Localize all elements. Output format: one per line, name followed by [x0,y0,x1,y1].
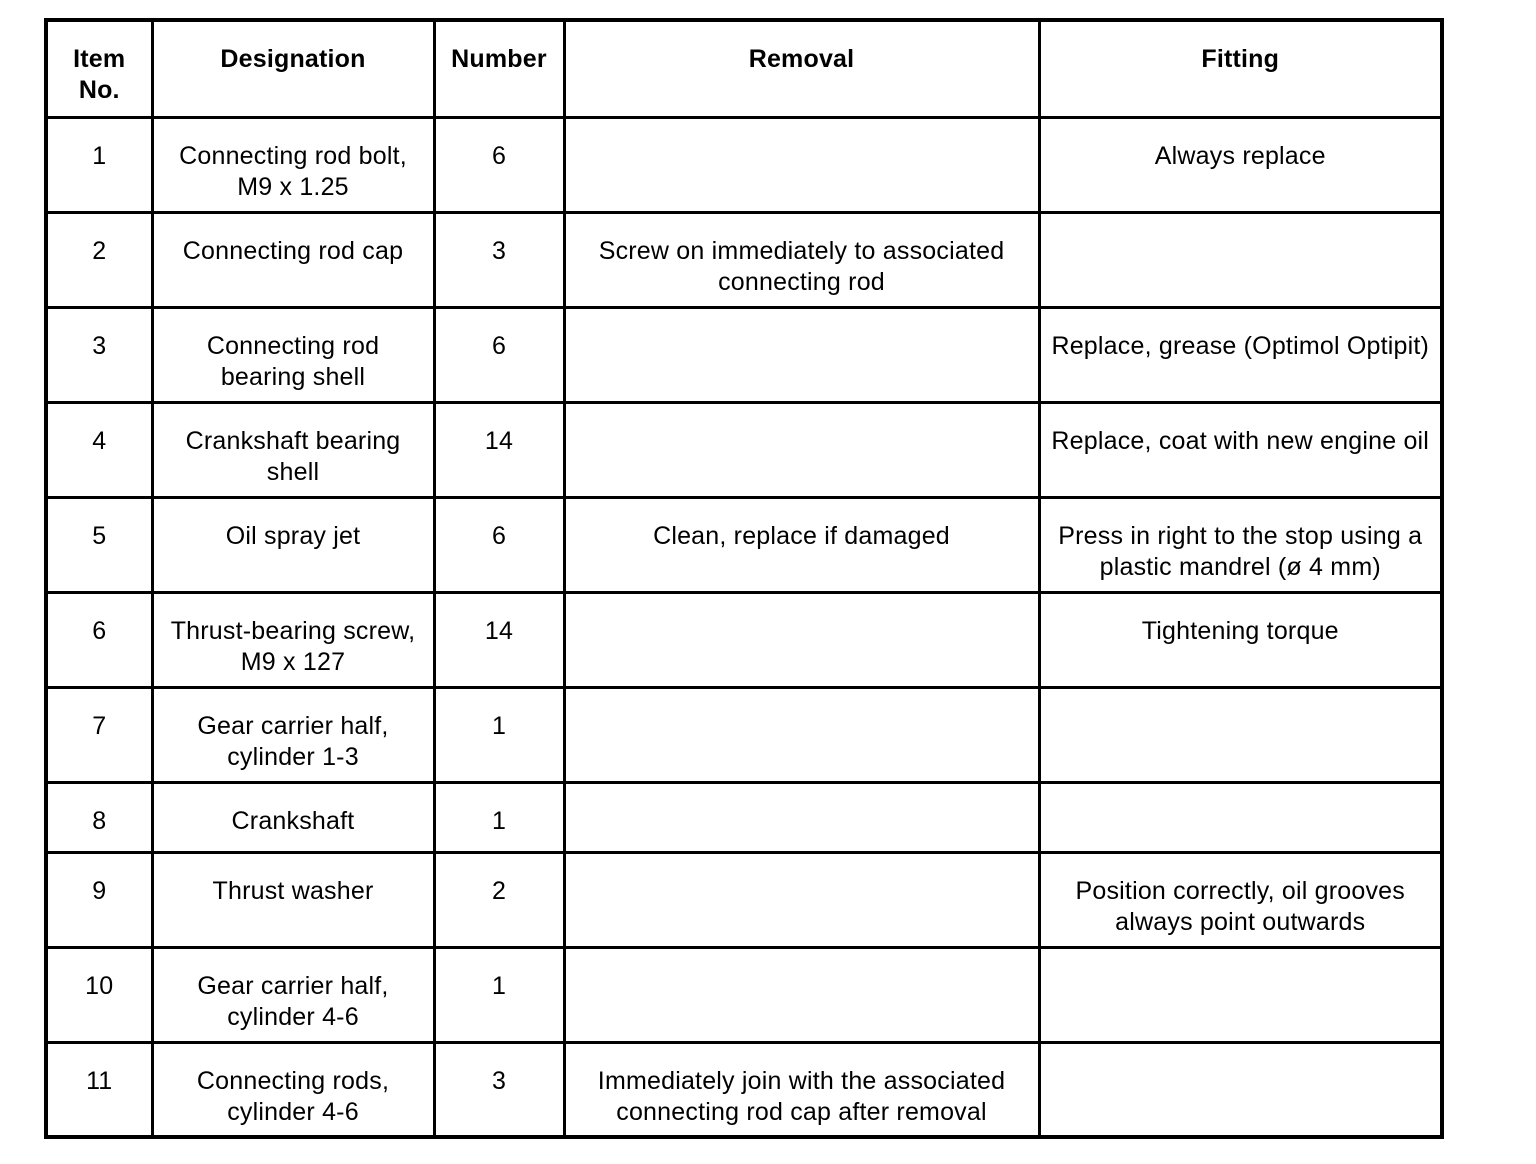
cell-fitting: Always replace [1039,117,1442,212]
cell-item: 6 [46,592,152,687]
table-row [46,852,1442,947]
cell-fitting [1039,947,1442,1042]
cell-item: 5 [46,497,152,592]
cell-removal [564,307,1039,402]
cell-removal [564,782,1039,852]
cell-removal [564,687,1039,782]
cell-number: 1 [434,687,564,782]
cell-fitting [1039,212,1442,307]
cell-number: 14 [434,402,564,497]
cell-removal [564,947,1039,1042]
cell-fitting: Tightening torque [1039,592,1442,687]
cell-removal [564,852,1039,947]
table-row [46,402,1442,497]
header-designation: Designation [152,20,434,117]
cell-number: 2 [434,852,564,947]
cell-removal: Clean, replace if damaged [564,497,1039,592]
table-row [46,117,1442,212]
cell-item: 8 [46,782,152,852]
cell-item: 11 [46,1042,152,1137]
cell-fitting [1039,687,1442,782]
cell-fitting: Replace, grease (Optimol Optipit) [1039,307,1442,402]
cell-number: 14 [434,592,564,687]
cell-removal: Screw on immediately to associated connecting rod [564,212,1039,307]
header-number: Number [434,20,564,117]
cell-removal [564,402,1039,497]
parts-table [44,18,1444,1139]
cell-designation: Oil spray jet [152,497,434,592]
header-fitting: Fitting [1039,20,1442,117]
cell-number: 1 [434,782,564,852]
cell-designation: Connecting rod bearing shell [152,307,434,402]
cell-designation: Thrust-bearing screw, M9 x 127 [152,592,434,687]
cell-number: 3 [434,1042,564,1137]
table-row [46,782,1442,852]
header-removal: Removal [564,20,1039,117]
table-row [46,592,1442,687]
cell-number: 1 [434,947,564,1042]
table-row [46,687,1442,782]
table-row [46,212,1442,307]
cell-fitting [1039,782,1442,852]
cell-fitting [1039,1042,1442,1137]
table-row [46,307,1442,402]
cell-fitting: Replace, coat with new engine oil [1039,402,1442,497]
cell-number: 6 [434,117,564,212]
table-row [46,497,1442,592]
cell-designation: Connecting rod cap [152,212,434,307]
cell-designation: Crankshaft bearing shell [152,402,434,497]
cell-fitting: Position correctly, oil grooves always point outwards [1039,852,1442,947]
table-header-row [46,20,1442,117]
cell-item: 1 [46,117,152,212]
cell-number: 6 [434,307,564,402]
cell-designation: Connecting rod bolt, M9 x 1.25 [152,117,434,212]
cell-fitting: Press in right to the stop using a plastic mandrel (ø 4 mm) [1039,497,1442,592]
cell-item: 4 [46,402,152,497]
table-row [46,1042,1442,1137]
cell-designation: Gear carrier half, cylinder 1-3 [152,687,434,782]
cell-removal: Immediately join with the associated connecting rod cap after removal [564,1042,1039,1137]
cell-removal [564,592,1039,687]
cell-designation: Gear carrier half, cylinder 4-6 [152,947,434,1042]
cell-removal [564,117,1039,212]
cell-item: 7 [46,687,152,782]
table-row [46,947,1442,1042]
cell-item: 9 [46,852,152,947]
cell-number: 3 [434,212,564,307]
cell-designation: Connecting rods, cylinder 4-6 [152,1042,434,1137]
cell-designation: Crankshaft [152,782,434,852]
cell-item: 3 [46,307,152,402]
cell-item: 2 [46,212,152,307]
cell-designation: Thrust washer [152,852,434,947]
header-item-no: Item No. [46,20,152,117]
cell-item: 10 [46,947,152,1042]
cell-number: 6 [434,497,564,592]
